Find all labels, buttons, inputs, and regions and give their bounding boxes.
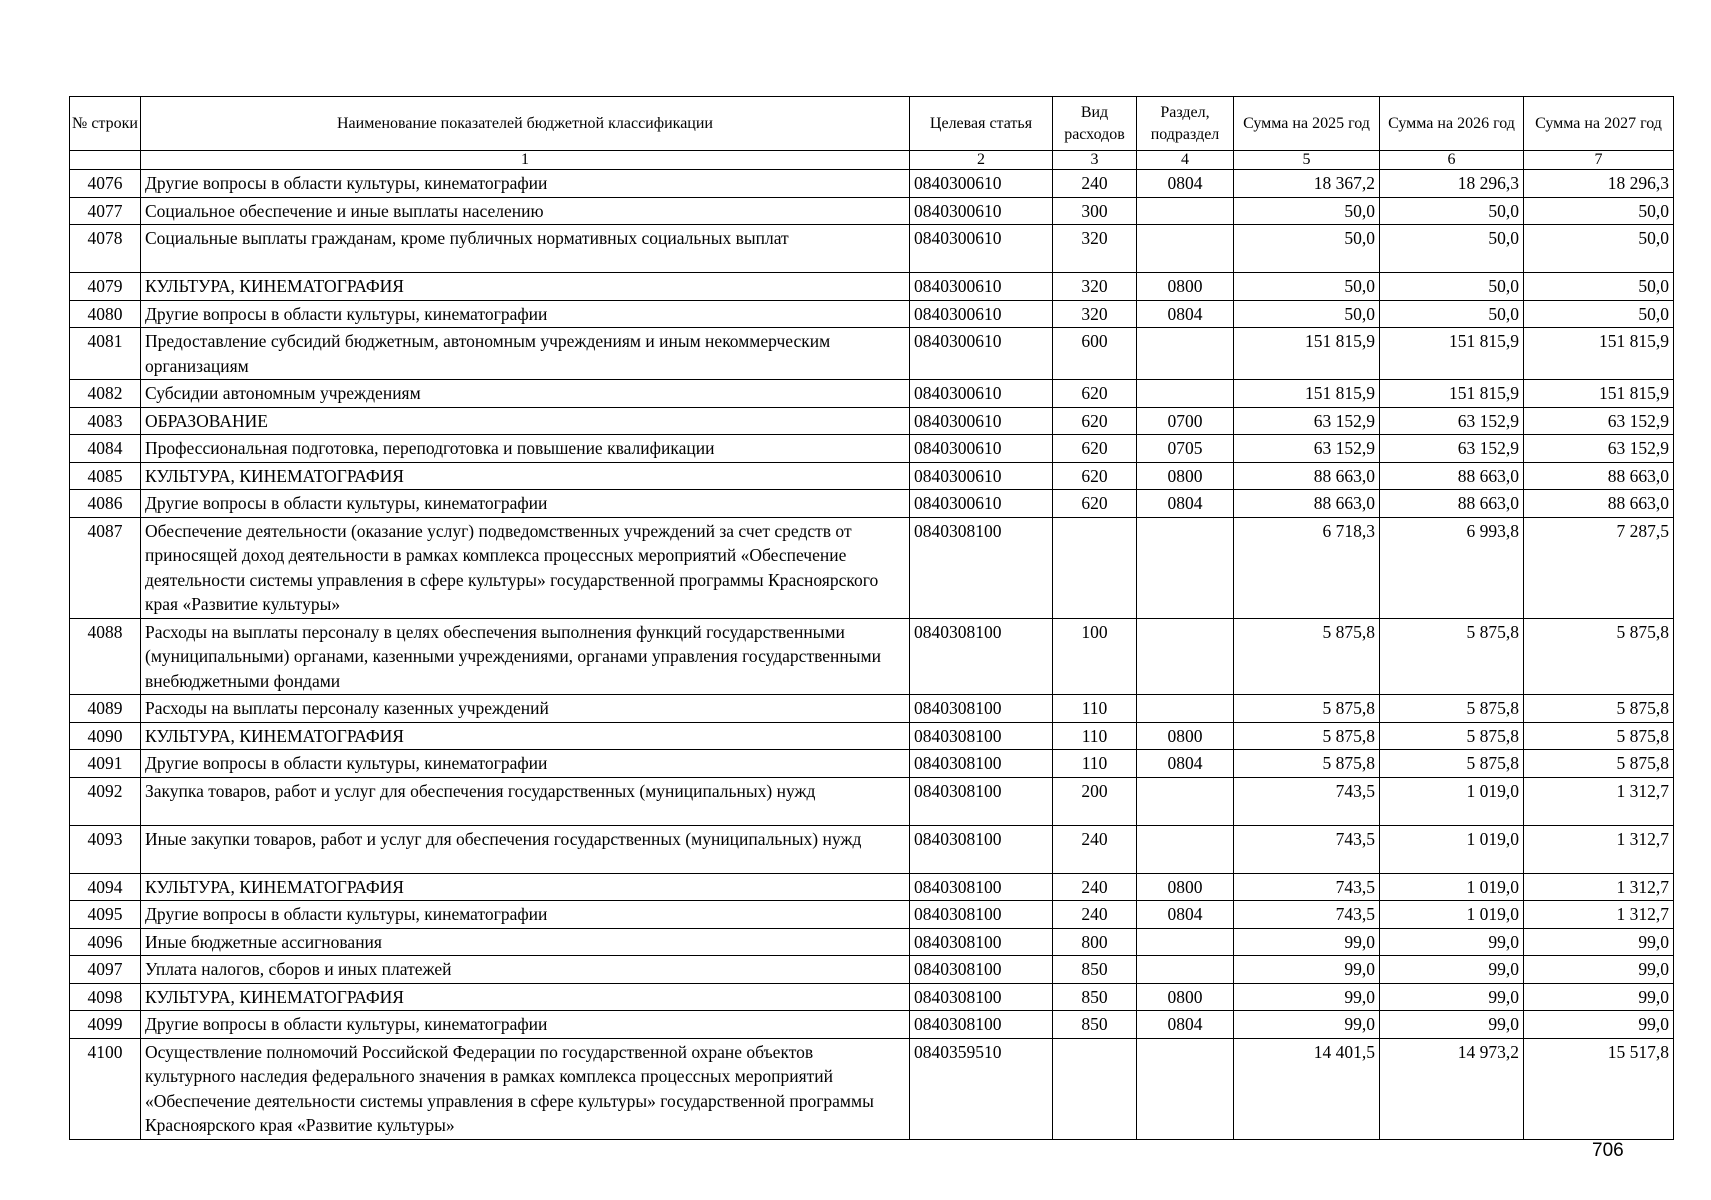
expense-type: 620: [1053, 380, 1137, 408]
header-row-no: № строки: [70, 97, 141, 151]
sum-2027: 63 152,9: [1524, 407, 1674, 435]
sum-2027: 5 875,8: [1524, 750, 1674, 778]
expense-type: 620: [1053, 462, 1137, 490]
indicator-name: КУЛЬТУРА, КИНЕМАТОГРАФИЯ: [141, 722, 910, 750]
sum-2027: 1 312,7: [1524, 825, 1674, 873]
target-article: 0840308100: [910, 750, 1053, 778]
sum-2025: 63 152,9: [1234, 407, 1380, 435]
column-number: 7: [1524, 151, 1674, 170]
expense-type: 200: [1053, 777, 1137, 825]
target-article: 0840300610: [910, 170, 1053, 198]
section-code: 0804: [1137, 1011, 1234, 1039]
sum-2026: 1 019,0: [1380, 901, 1524, 929]
sum-2026: 1 019,0: [1380, 777, 1524, 825]
table-row: [70, 722, 1674, 750]
expense-type: 620: [1053, 490, 1137, 518]
expense-type: 240: [1053, 873, 1137, 901]
indicator-name: Обеспечение деятельности (оказание услуг) подведомственных учреждений за счет средств от приносящей доход деятельности в рамках комплекса процессных мероприятий «Обеспечение деятельности системы управления в сфере культуры» государственной программы Красноярского края «Развитие культуры»: [141, 517, 910, 618]
row-number: 4099: [70, 1011, 141, 1039]
row-number: 4081: [70, 328, 141, 380]
header-section: Раздел, подраздел: [1137, 97, 1234, 151]
sum-2026: 50,0: [1380, 300, 1524, 328]
sum-2027: 15 517,8: [1524, 1038, 1674, 1139]
sum-2025: 743,5: [1234, 873, 1380, 901]
sum-2025: 5 875,8: [1234, 722, 1380, 750]
sum-2025: 151 815,9: [1234, 380, 1380, 408]
sum-2027: 99,0: [1524, 928, 1674, 956]
expense-type: 100: [1053, 618, 1137, 695]
row-number: 4100: [70, 1038, 141, 1139]
target-article: 0840359510: [910, 1038, 1053, 1139]
expense-type: 600: [1053, 328, 1137, 380]
sum-2026: 1 019,0: [1380, 825, 1524, 873]
target-article: 0840308100: [910, 722, 1053, 750]
target-article: 0840300610: [910, 490, 1053, 518]
section-code: 0800: [1137, 983, 1234, 1011]
target-article: 0840308100: [910, 777, 1053, 825]
target-article: 0840300610: [910, 273, 1053, 301]
table-body: [70, 170, 1674, 1140]
sum-2025: 50,0: [1234, 300, 1380, 328]
indicator-name: Социальные выплаты гражданам, кроме публичных нормативных социальных выплат: [141, 225, 910, 273]
indicator-name: КУЛЬТУРА, КИНЕМАТОГРАФИЯ: [141, 873, 910, 901]
section-code: 0804: [1137, 300, 1234, 328]
sum-2025: 50,0: [1234, 273, 1380, 301]
column-number: 1: [141, 151, 910, 170]
row-number: 4086: [70, 490, 141, 518]
sum-2027: 5 875,8: [1524, 722, 1674, 750]
sum-2026: 151 815,9: [1380, 328, 1524, 380]
target-article: 0840308100: [910, 618, 1053, 695]
sum-2027: 63 152,9: [1524, 435, 1674, 463]
sum-2025: 88 663,0: [1234, 462, 1380, 490]
expense-type: 620: [1053, 407, 1137, 435]
indicator-name: КУЛЬТУРА, КИНЕМАТОГРАФИЯ: [141, 983, 910, 1011]
sum-2026: 88 663,0: [1380, 462, 1524, 490]
indicator-name: Предоставление субсидий бюджетным, автономным учреждениям и иным некоммерческим организациям: [141, 328, 910, 380]
sum-2025: 5 875,8: [1234, 618, 1380, 695]
expense-type: 320: [1053, 273, 1137, 301]
sum-2025: 14 401,5: [1234, 1038, 1380, 1139]
page-number: 706: [1592, 1140, 1624, 1161]
table-row: [70, 777, 1674, 825]
sum-2026: 99,0: [1380, 1011, 1524, 1039]
target-article: 0840308100: [910, 517, 1053, 618]
sum-2025: 5 875,8: [1234, 750, 1380, 778]
sum-2025: 6 718,3: [1234, 517, 1380, 618]
expense-type: 850: [1053, 956, 1137, 984]
sum-2025: 63 152,9: [1234, 435, 1380, 463]
expense-type: [1053, 517, 1137, 618]
row-number: 4091: [70, 750, 141, 778]
row-number: 4088: [70, 618, 141, 695]
indicator-name: Расходы на выплаты персоналу в целях обеспечения выполнения функций государственными (муниципальными) органами, казенными учреждениями, органами управления государственными внебюджетными фондами: [141, 618, 910, 695]
sum-2026: 63 152,9: [1380, 407, 1524, 435]
target-article: 0840308100: [910, 1011, 1053, 1039]
row-number: 4082: [70, 380, 141, 408]
section-code: [1137, 618, 1234, 695]
expense-type: 850: [1053, 1011, 1137, 1039]
sum-2027: 7 287,5: [1524, 517, 1674, 618]
row-number: 4084: [70, 435, 141, 463]
row-number: 4092: [70, 777, 141, 825]
column-number: 3: [1053, 151, 1137, 170]
budget-table: [69, 96, 1674, 1140]
indicator-name: Другие вопросы в области культуры, кинематографии: [141, 1011, 910, 1039]
indicator-name: ОБРАЗОВАНИЕ: [141, 407, 910, 435]
header-sum-2026: Сумма на 2026 год: [1380, 97, 1524, 151]
row-number: 4080: [70, 300, 141, 328]
expense-type: [1053, 1038, 1137, 1139]
sum-2025: 99,0: [1234, 983, 1380, 1011]
header-sum-2027: Сумма на 2027 год: [1524, 97, 1674, 151]
header-sum-2025: Сумма на 2025 год: [1234, 97, 1380, 151]
row-number: 4078: [70, 225, 141, 273]
sum-2027: 50,0: [1524, 197, 1674, 225]
expense-type: 240: [1053, 901, 1137, 929]
section-code: [1137, 225, 1234, 273]
sum-2026: 1 019,0: [1380, 873, 1524, 901]
sum-2025: 99,0: [1234, 1011, 1380, 1039]
target-article: 0840308100: [910, 928, 1053, 956]
expense-type: 110: [1053, 695, 1137, 723]
table-row: [70, 517, 1674, 618]
row-number: 4079: [70, 273, 141, 301]
table-row: [70, 380, 1674, 408]
expense-type: 110: [1053, 722, 1137, 750]
sum-2027: 50,0: [1524, 225, 1674, 273]
target-article: 0840308100: [910, 873, 1053, 901]
sum-2026: 99,0: [1380, 956, 1524, 984]
table-row: [70, 1011, 1674, 1039]
target-article: 0840300610: [910, 462, 1053, 490]
table-row: [70, 435, 1674, 463]
sum-2027: 99,0: [1524, 1011, 1674, 1039]
sum-2026: 5 875,8: [1380, 750, 1524, 778]
sum-2026: 50,0: [1380, 225, 1524, 273]
table-row: [70, 750, 1674, 778]
indicator-name: Субсидии автономным учреждениям: [141, 380, 910, 408]
sum-2027: 5 875,8: [1524, 695, 1674, 723]
section-code: 0705: [1137, 435, 1234, 463]
section-code: [1137, 695, 1234, 723]
sum-2026: 14 973,2: [1380, 1038, 1524, 1139]
table-row: [70, 695, 1674, 723]
expense-type: 320: [1053, 225, 1137, 273]
table-row: [70, 462, 1674, 490]
target-article: 0840300610: [910, 225, 1053, 273]
sum-2026: 6 993,8: [1380, 517, 1524, 618]
header-name: Наименование показателей бюджетной классификации: [141, 97, 910, 151]
indicator-name: Иные закупки товаров, работ и услуг для обеспечения государственных (муниципальных) нужд: [141, 825, 910, 873]
table-row: [70, 983, 1674, 1011]
section-code: [1137, 825, 1234, 873]
section-code: [1137, 328, 1234, 380]
indicator-name: Уплата налогов, сборов и иных платежей: [141, 956, 910, 984]
section-code: 0804: [1137, 170, 1234, 198]
column-number: 6: [1380, 151, 1524, 170]
row-number: 4089: [70, 695, 141, 723]
section-code: 0800: [1137, 873, 1234, 901]
row-number: 4077: [70, 197, 141, 225]
target-article: 0840300610: [910, 407, 1053, 435]
sum-2025: 743,5: [1234, 825, 1380, 873]
row-number: 4097: [70, 956, 141, 984]
row-number: 4090: [70, 722, 141, 750]
table-row: [70, 928, 1674, 956]
indicator-name: КУЛЬТУРА, КИНЕМАТОГРАФИЯ: [141, 273, 910, 301]
indicator-name: КУЛЬТУРА, КИНЕМАТОГРАФИЯ: [141, 462, 910, 490]
row-number: 4094: [70, 873, 141, 901]
table-row: [70, 328, 1674, 380]
sum-2026: 5 875,8: [1380, 722, 1524, 750]
sum-2027: 99,0: [1524, 983, 1674, 1011]
indicator-name: Другие вопросы в области культуры, кинематографии: [141, 170, 910, 198]
sum-2027: 151 815,9: [1524, 380, 1674, 408]
section-code: [1137, 777, 1234, 825]
sum-2027: 50,0: [1524, 300, 1674, 328]
table-row: [70, 901, 1674, 929]
expense-type: 300: [1053, 197, 1137, 225]
expense-type: 620: [1053, 435, 1137, 463]
table-row: [70, 407, 1674, 435]
section-code: [1137, 380, 1234, 408]
header-target-article: Целевая статья: [910, 97, 1053, 151]
sum-2026: 50,0: [1380, 197, 1524, 225]
sum-2025: 5 875,8: [1234, 695, 1380, 723]
section-code: 0804: [1137, 750, 1234, 778]
sum-2026: 88 663,0: [1380, 490, 1524, 518]
table-row: [70, 225, 1674, 273]
row-number: 4096: [70, 928, 141, 956]
indicator-name: Социальное обеспечение и иные выплаты населению: [141, 197, 910, 225]
target-article: 0840308100: [910, 825, 1053, 873]
row-number: 4093: [70, 825, 141, 873]
indicator-name: Иные бюджетные ассигнования: [141, 928, 910, 956]
target-article: 0840308100: [910, 956, 1053, 984]
table-row: [70, 873, 1674, 901]
indicator-name: Другие вопросы в области культуры, кинематографии: [141, 901, 910, 929]
sum-2025: 18 367,2: [1234, 170, 1380, 198]
indicator-name: Осуществление полномочий Российской Федерации по государственной охране объектов культурного наследия федерального значения в рамках комплекса процессных мероприятий «Обеспечение деятельности системы управления в сфере культуры» государственной программы Красноярского края «Развитие культуры»: [141, 1038, 910, 1139]
column-number: 4: [1137, 151, 1234, 170]
row-number: 4083: [70, 407, 141, 435]
sum-2026: 99,0: [1380, 983, 1524, 1011]
column-number: 2: [910, 151, 1053, 170]
section-code: 0800: [1137, 462, 1234, 490]
expense-type: 240: [1053, 825, 1137, 873]
target-article: 0840300610: [910, 435, 1053, 463]
row-number: 4085: [70, 462, 141, 490]
row-number: 4076: [70, 170, 141, 198]
section-code: 0800: [1137, 273, 1234, 301]
table-row: [70, 956, 1674, 984]
indicator-name: Другие вопросы в области культуры, кинематографии: [141, 300, 910, 328]
sum-2025: 99,0: [1234, 928, 1380, 956]
header-expense-type: Вид расходов: [1053, 97, 1137, 151]
sum-2026: 151 815,9: [1380, 380, 1524, 408]
column-number: [70, 151, 141, 170]
sum-2027: 88 663,0: [1524, 490, 1674, 518]
header-row: [70, 97, 1674, 151]
sum-2026: 5 875,8: [1380, 618, 1524, 695]
column-number-row: [70, 151, 1674, 170]
expense-type: 800: [1053, 928, 1137, 956]
table-row: [70, 490, 1674, 518]
section-code: 0800: [1137, 722, 1234, 750]
row-number: 4095: [70, 901, 141, 929]
row-number: 4098: [70, 983, 141, 1011]
table-row: [70, 1038, 1674, 1139]
row-number: 4087: [70, 517, 141, 618]
sum-2025: 99,0: [1234, 956, 1380, 984]
sum-2027: 1 312,7: [1524, 901, 1674, 929]
sum-2027: 99,0: [1524, 956, 1674, 984]
section-code: 0804: [1137, 901, 1234, 929]
section-code: [1137, 1038, 1234, 1139]
section-code: [1137, 928, 1234, 956]
table-row: [70, 197, 1674, 225]
section-code: [1137, 956, 1234, 984]
expense-type: 850: [1053, 983, 1137, 1011]
sum-2027: 151 815,9: [1524, 328, 1674, 380]
sum-2026: 63 152,9: [1380, 435, 1524, 463]
sum-2025: 743,5: [1234, 901, 1380, 929]
sum-2026: 18 296,3: [1380, 170, 1524, 198]
sum-2025: 151 815,9: [1234, 328, 1380, 380]
expense-type: 110: [1053, 750, 1137, 778]
sum-2026: 5 875,8: [1380, 695, 1524, 723]
sum-2027: 50,0: [1524, 273, 1674, 301]
target-article: 0840300610: [910, 197, 1053, 225]
target-article: 0840300610: [910, 328, 1053, 380]
target-article: 0840300610: [910, 300, 1053, 328]
sum-2027: 88 663,0: [1524, 462, 1674, 490]
table-row: [70, 170, 1674, 198]
section-code: [1137, 197, 1234, 225]
sum-2027: 18 296,3: [1524, 170, 1674, 198]
indicator-name: Другие вопросы в области культуры, кинематографии: [141, 490, 910, 518]
sum-2025: 50,0: [1234, 225, 1380, 273]
target-article: 0840308100: [910, 901, 1053, 929]
expense-type: 320: [1053, 300, 1137, 328]
indicator-name: Расходы на выплаты персоналу казенных учреждений: [141, 695, 910, 723]
sum-2026: 99,0: [1380, 928, 1524, 956]
target-article: 0840308100: [910, 983, 1053, 1011]
expense-type: 240: [1053, 170, 1137, 198]
table-row: [70, 273, 1674, 301]
target-article: 0840300610: [910, 380, 1053, 408]
indicator-name: Закупка товаров, работ и услуг для обеспечения государственных (муниципальных) нужд: [141, 777, 910, 825]
table-row: [70, 825, 1674, 873]
sum-2025: 50,0: [1234, 197, 1380, 225]
sum-2027: 5 875,8: [1524, 618, 1674, 695]
target-article: 0840308100: [910, 695, 1053, 723]
sum-2025: 88 663,0: [1234, 490, 1380, 518]
indicator-name: Профессиональная подготовка, переподготовка и повышение квалификации: [141, 435, 910, 463]
indicator-name: Другие вопросы в области культуры, кинематографии: [141, 750, 910, 778]
section-code: 0700: [1137, 407, 1234, 435]
sum-2026: 50,0: [1380, 273, 1524, 301]
table-row: [70, 300, 1674, 328]
column-number: 5: [1234, 151, 1380, 170]
section-code: [1137, 517, 1234, 618]
sum-2027: 1 312,7: [1524, 777, 1674, 825]
table-row: [70, 618, 1674, 695]
sum-2027: 1 312,7: [1524, 873, 1674, 901]
sum-2025: 743,5: [1234, 777, 1380, 825]
section-code: 0804: [1137, 490, 1234, 518]
